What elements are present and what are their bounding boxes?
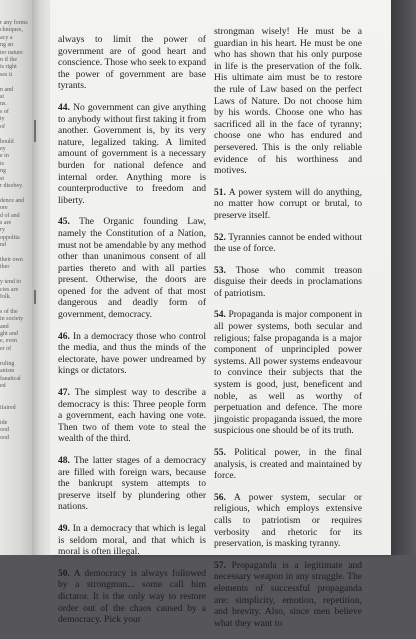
facing-page (0, 0, 32, 555)
facing-page-text: r any forms chniques, acy a ng an ter nature n if the is right ses it n and st ns. s of ty of hould ey e in is ng st r disobey. dence and ore d of and s are ry oppolita nd their own ther y tend to cies are folk. s of the in society and ght and e, even er of ruling anism fanatical ed ifaired ide ood ood (0, 20, 28, 441)
paragraph: 57. Propaganda is a legitimate and necessary weapon in any struggle. The elements of successful propaganda are: simplicity, emotion, repetition, and brevity. Also, since men believe what they want to (214, 559, 362, 629)
spine-mark (34, 290, 36, 304)
book-page (50, 0, 391, 629)
right-column (214, 26, 362, 639)
book-spine (32, 0, 50, 555)
paragraph: 51. A power system will do anything, no matter how corrupt or brutal, to preserve itself. (214, 186, 362, 221)
paragraph: 53. Those who commit treason disguise their deeds in proclamations of patriotism. (214, 264, 363, 299)
paragraph: 47. The simplest way to describe a democracy is this: Three people form a government, each having one vote. Then two of them vote to steal the wealth of the third. (58, 387, 206, 445)
paragraph: always to limit the power of government are of good heart and conscience. Those who seek to expand the power of government are base tyrants. (58, 34, 206, 92)
paragraph: 52. Tyrannies cannot be ended without the use of force. (214, 231, 363, 255)
paragraph: 55. Political power, in the final analysis, is created and maintained by force. (214, 447, 362, 482)
paragraph: strongman wisely! He must be a guardian in his heart. He must be one who has shown that his only purpose in life is the preservation of the folk. His ultimate aim must be to restore the rule of Law based on the perfect Laws of Nature. Do not choose him by his words. Choose one who has sacrificed all in the face of tyranny; choose one who has endured and persevered. This is the only reliable evidence of his worthiness and motives. (214, 26, 362, 177)
spine-mark (34, 120, 36, 142)
paragraph: 49. In a democracy that which is legal is seldom moral, and that which is moral is often illegal. (58, 522, 207, 558)
paragraph: 45. The Organic founding Law, namely the Constitution of a Nation, must not be amendable by any method other than unanimous consent of all parties thereto and with all parties present. Otherwise, the doors are opened for the advent of that most dangerous and deadly form of government, democracy. (58, 216, 206, 321)
paragraph: 48. The latter stages of a democracy are filled with foreign wars, because the bankrupt system attempts to preserve itself by plundering other nations. (58, 455, 206, 513)
paragraph: 50. A democracy is always followed by a strongman... some call him dictator. It is the only way to restore order out of the chaos caused by a democracy. Pick your (58, 567, 206, 626)
paragraph: 54. Propaganda is major component in all power systems, both secular and religious; false propaganda is a major component of unprincipled power systems. All power systems endeavour to convince their subjects that the system is good, just, beneficent and noble, as well as worthy of perpetuation and defence. The more jingoistic propaganda issued, the more suspicious one should be of its truth. (214, 309, 362, 437)
paragraph: 44. No government can give anything to anybody without first taking it from another. Government is, by its very nature, legalized taking. A limited amount of government is a necessary burden for national defence and internal order. Anything more is counterproductive to freedom and liberty. (58, 101, 206, 206)
paragraph: 46. In a democracy those who control the media, and thus the minds of the electorate, have power undreamed by kings or dictators. (58, 330, 206, 377)
background-edge (391, 0, 416, 555)
left-column (58, 34, 206, 636)
paragraph: 56. A power system, secular or religious, which employs extensive calls to patriotism or requires verbosity and rhetoric for its preservation, is masking tyranny. (214, 491, 362, 550)
